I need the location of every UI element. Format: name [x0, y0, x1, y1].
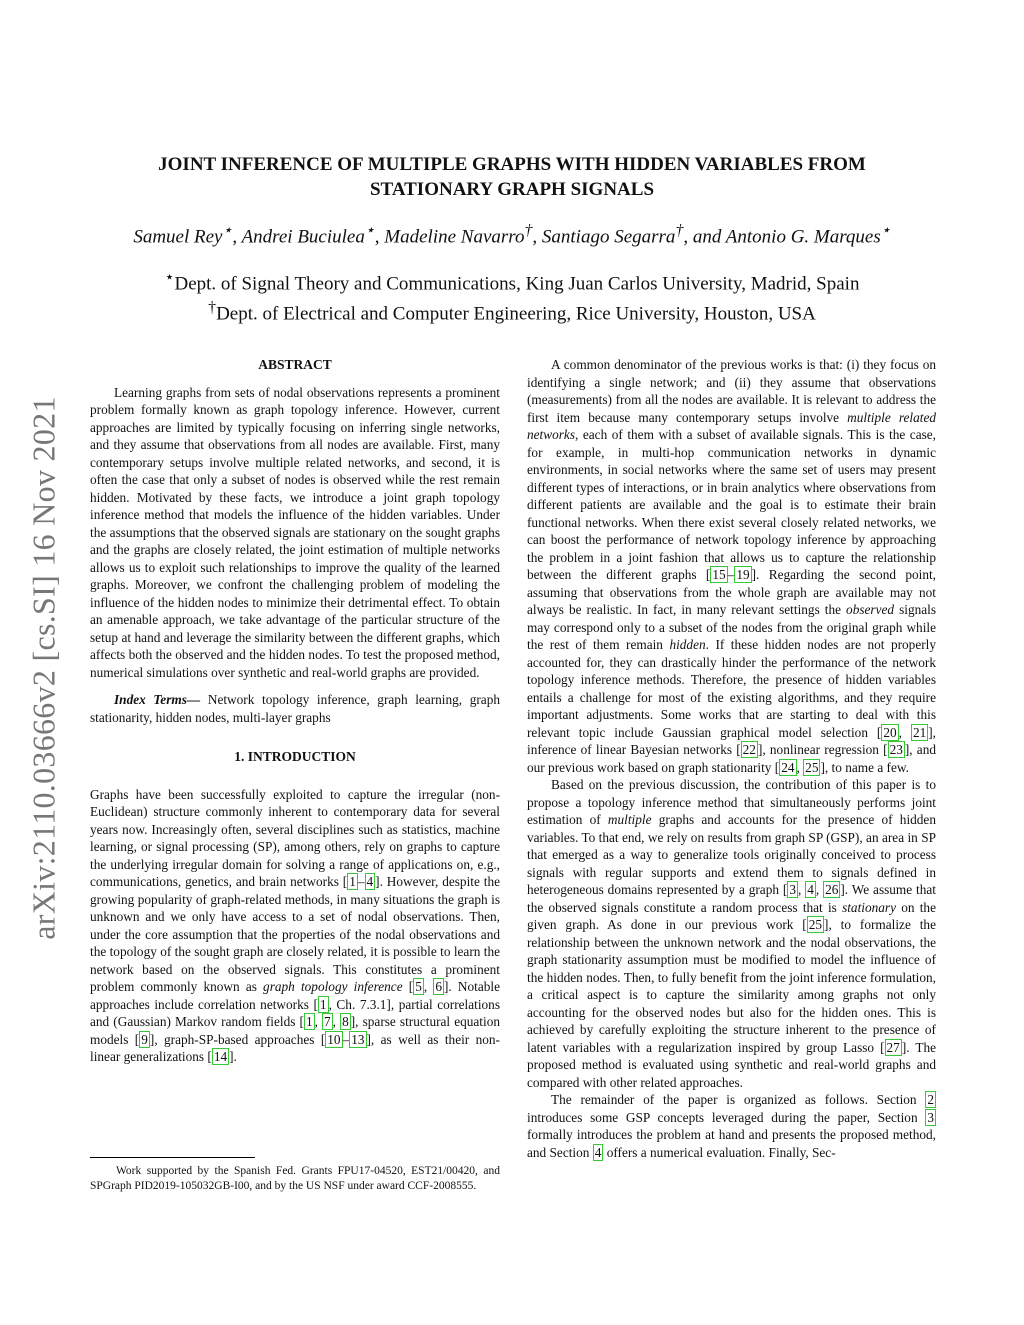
affiliation-rice — [90, 296, 934, 326]
citation-link[interactable]: 6 — [435, 979, 442, 994]
text-run: ], graph-SP-based approaches [ — [149, 1031, 326, 1047]
text-run: formally introduces the problem at hand and presents the proposed method, and Section — [527, 1127, 936, 1160]
affil-mark-star: ⋆ — [164, 269, 175, 286]
citation-link[interactable]: 1 — [305, 1014, 313, 1029]
emphasis: hidden — [669, 637, 706, 652]
affil-mark-dagger: † — [208, 299, 217, 317]
author-separator: , — [232, 226, 242, 248]
citation-link[interactable]: 14 — [213, 1049, 228, 1064]
citation-link[interactable]: 21 — [912, 724, 927, 740]
citation-link[interactable]: 15 — [712, 567, 726, 582]
emphasis: observed — [846, 602, 895, 617]
paper-title-line-1: JOINT INFERENCE OF MULTIPLE GRAPHS WITH HIDDEN VARIABLES FROM — [158, 154, 866, 175]
text-run: ], to formalize the relationship between the unknown network and the nodal observations, the graph stationarity assumption must be modified to model the influence of the hidden nodes. Then, to fully benefit from the joint inference formulation, a critical aspect is to capture the similarity among graphs not only accounting for the observed nodes but also for the hidden ones. This is achieved by carefully exploiting the structure inherent to the presence of latent variables with a regularization inspired by group Lasso [ — [527, 917, 936, 1055]
author-separator-and: , and — [683, 226, 726, 248]
text-run: . If these hidden nodes are not properly accounted for, they can drastically hinder the performance of the network topology inference methods. Therefore, the presence of hidden variables entails a challenge for most of the existing algorithms, and they require important adjustments. Some works that are starting to deal with this relevant topic include Gaussian graphical model selection [ — [527, 637, 936, 740]
footnote — [90, 1164, 500, 1194]
text-run: , — [423, 979, 434, 994]
emphasis: multiple related networks — [527, 409, 936, 442]
citation-link[interactable]: 1 — [319, 996, 327, 1012]
arxiv-identifier-text: arXiv:2110.03666v2 [cs.SI] 16 Nov 2021 — [25, 396, 62, 940]
right-column — [527, 356, 936, 1161]
text-run: ]. — [229, 1049, 237, 1064]
text-run: offers a numerical evaluation. Finally, Sec- — [603, 1144, 836, 1160]
paper-title — [90, 152, 934, 202]
emphasis: multiple — [607, 812, 652, 827]
affil-mark-star: ⋆ — [880, 222, 891, 239]
footnote-text: Work supported by the Spanish Fed. Grants FPU17-04520, EST21/00420, and SPGraph PID2019-105032GB-I00, and by the US NSF under award CCF-2008555. — [90, 1165, 500, 1192]
text-run: signals may correspond only to a subset of the nodes from the original graph while the rest of them remain — [527, 602, 937, 652]
citation-link[interactable]: 5 — [415, 979, 422, 994]
index-terms-label: Index Terms— — [114, 692, 201, 707]
citation-link[interactable]: 24 — [781, 759, 795, 775]
affil-mark-dagger: † — [524, 222, 533, 239]
citation-link[interactable]: 9 — [141, 1031, 148, 1047]
affil-mark-star: ⋆ — [364, 222, 375, 239]
left-column — [90, 356, 500, 1066]
citation-link[interactable]: 1 — [349, 874, 356, 889]
text-run: ]. Notable approaches include correlation networks [ — [90, 979, 500, 1012]
text-run: ], as well as their non-linear generalizations [ — [90, 1031, 500, 1064]
paper-title-line-2: STATIONARY GRAPH SIGNALS — [369, 179, 655, 200]
author-separator: , — [532, 226, 542, 248]
text-run: ], to name a few. — [820, 759, 909, 775]
citation-link[interactable]: 27 — [886, 1039, 900, 1055]
footnote-rule — [90, 1157, 255, 1158]
emphasis: stationary — [842, 899, 896, 915]
text-run: , — [797, 882, 806, 897]
text-run: on the given graph. As done in our previous work [ — [527, 899, 936, 932]
intro-paragraph-1 — [90, 786, 500, 1066]
text-run: Based on the previous discussion, the contribution of this paper is to propose a topology inference method that simultaneously performs joint estimation of — [527, 777, 936, 827]
section-link[interactable]: 2 — [927, 1092, 934, 1107]
citation-link[interactable]: 26 — [825, 882, 839, 897]
affil-mark-star: ⋆ — [222, 222, 233, 239]
author-segarra: Santiago Segarra — [541, 226, 676, 248]
author-rey: Samuel Rey — [133, 226, 223, 248]
text-run: ]. The proposed method is evaluated using synthetic and real-world graphs and compared with other related approaches. — [527, 1039, 936, 1090]
author-separator: , — [374, 226, 385, 248]
citation-link[interactable]: 7 — [324, 1014, 331, 1029]
index-terms-text: Network topology inference, graph learning, graph stationarity, hidden nodes, multi-layer graphs — [90, 692, 501, 725]
text-run: ], inference of linear Bayesian networks [ — [527, 724, 936, 757]
text-run: , each of them with a subset of available signals. This is the case, for example, in multi-hop communication networks in dynamic environments, in social networks where the same set of users may present different types of interactions, or in brain analytics where observations from different patients are available and the goal is to estimate their brain functional networks. When there exist several closely related networks, we can boost the performance of network topology inference by approaching the problem in a joint fashion that allows us to capture the relationship between the different graphs [ — [527, 427, 936, 582]
abstract-text: Learning graphs from sets of nodal observations represents a prominent problem formally known as graph topology inference. However, current approaches are limited by typically focusing on inferring single networks, and they assume that observations from all nodes are available. First, many contemporary setups involve multiple related networks, and second, it is often the case that only a subset of nodes is observed while the rest remain hidden. Motivated by these facts, we introduce a joint graph topology inference method that models the influence of the hidden variables. Under the assumptions that the observed signals are stationary on the sought graphs and the graphs are closely related, the joint estimation of multiple networks allows us to exploit such relationships to improve the quality of the learned graphs. Moreover, we confront the challenging problem of modeling the influence of the hidden nodes to minimize their detrimental effect. To obtain an amenable approach, we take advantage of the particular structure of the setup at hand and leverage the similarity between the different graphs, which affects both the observed and the hidden nodes. To test the proposed method, numerical simulations over synthetic and real-world graphs are provided. — [90, 384, 500, 680]
arxiv-identifier — [0, 0, 76, 1325]
text-run: ], sparse structural equation models [ — [90, 1014, 500, 1047]
text-run: ], and our previous work based on graph stationarity [ — [527, 742, 936, 775]
text-run: A common denominator of the previous works is that: (i) they focus on identifying a single network; and (ii) they assume that observations (measurements) from all the nodes are available. It is relevant to address the first item because many contemporary setups involve — [527, 357, 936, 425]
text-run: – — [727, 567, 735, 582]
text-run: , — [332, 1014, 341, 1029]
citation-link[interactable]: 25 — [805, 759, 819, 775]
text-run: [ — [402, 979, 414, 994]
text-run: ], nonlinear regression [ — [757, 742, 888, 757]
citation-link[interactable]: 13 — [351, 1031, 365, 1047]
citation-link[interactable]: 3 — [789, 882, 796, 897]
citation-link[interactable]: 20 — [883, 724, 897, 740]
abstract-heading: ABSTRACT — [258, 357, 332, 372]
text-run: ]. However, despite the growing popularity of graph-related methods, in many situations the graph is unknown and we only have access to a set of nodal observations. Then, under the core assumption that the properties of the nodal observations and the topology of the sought graph are closely related, it is possible to learn the network based on the observed signals. This constitutes a prominent problem commonly known as — [90, 874, 500, 994]
section-link[interactable]: 4 — [594, 1144, 602, 1160]
citation-link[interactable]: 22 — [742, 742, 756, 757]
index-terms — [90, 691, 500, 726]
text-run: graphs and accounts for the presence of hidden variables. To that end, we rely on results from graph SP (GSP), an area in SP that emerged as a way to generalize tools originally conceived to process signals with regular supports and extend them to signals defined in heterogeneous domains represented by a graph [ — [527, 812, 936, 897]
citation-link[interactable]: 25 — [808, 917, 823, 932]
text-run: introduces some GSP concepts leveraged during the paper, Section — [527, 1109, 926, 1125]
citation-link[interactable]: 4 — [366, 874, 374, 889]
affiliation-rice-text: Dept. of Electrical and Computer Engineering, Rice University, Houston, USA — [216, 303, 816, 325]
text-run: , — [796, 759, 804, 775]
text-run: , — [314, 1014, 323, 1029]
text-run: The remainder of the paper is organized as follows. Section — [551, 1092, 926, 1107]
text-run: , — [815, 882, 824, 897]
intro-paragraph-3 — [527, 776, 936, 1091]
affiliations — [90, 266, 934, 327]
citation-link[interactable]: 19 — [736, 567, 750, 582]
text-run: , Ch. 7.3.1], partial correlations and (Gaussian) Markov random fields [ — [90, 996, 500, 1029]
affil-mark-dagger: † — [675, 222, 684, 239]
citation-link[interactable]: 4 — [807, 882, 814, 897]
affiliation-urjc-text: Dept. of Signal Theory and Communications, King Juan Carlos University, Madrid, Spain — [174, 273, 860, 295]
emphasis: graph topology inference — [263, 979, 403, 994]
author-buciulea: Andrei Buciulea — [241, 226, 365, 248]
affiliation-urjc — [90, 266, 934, 296]
intro-paragraph-2 — [527, 356, 936, 776]
text-run: – — [357, 874, 365, 889]
text-run: ]. We assume that the observed signals constitute a random process that is — [527, 882, 936, 915]
text-run: ]. Regarding the second point, assuming that observations from the whole graph are available may not always be realistic. In fact, in many relevant settings the — [527, 567, 936, 617]
author-list — [90, 220, 934, 248]
intro-paragraph-4 — [527, 1091, 936, 1161]
citation-link[interactable]: 23 — [889, 742, 903, 757]
author-navarro: Madeline Navarro — [384, 226, 525, 248]
text-run: Graphs have been successfully exploited to capture the irregular (non-Euclidean) structure commonly inherent to contemporary data for several years now. Increasingly often, several disciplines such as statistics, machine learning, or signal processing (SP), among others, rely on graphs to capture the underlying irregular domain for solving a range of applications on, e.g., communications, genetics, and brain networks [ — [90, 786, 500, 889]
text-run: , — [898, 724, 911, 740]
author-marques: Antonio G. Marques — [725, 226, 881, 248]
section-link[interactable]: 3 — [927, 1109, 934, 1125]
citation-link[interactable]: 8 — [342, 1014, 349, 1029]
introduction-heading: 1. INTRODUCTION — [234, 749, 356, 764]
text-run: – — [342, 1031, 350, 1047]
citation-link[interactable]: 10 — [327, 1031, 341, 1047]
